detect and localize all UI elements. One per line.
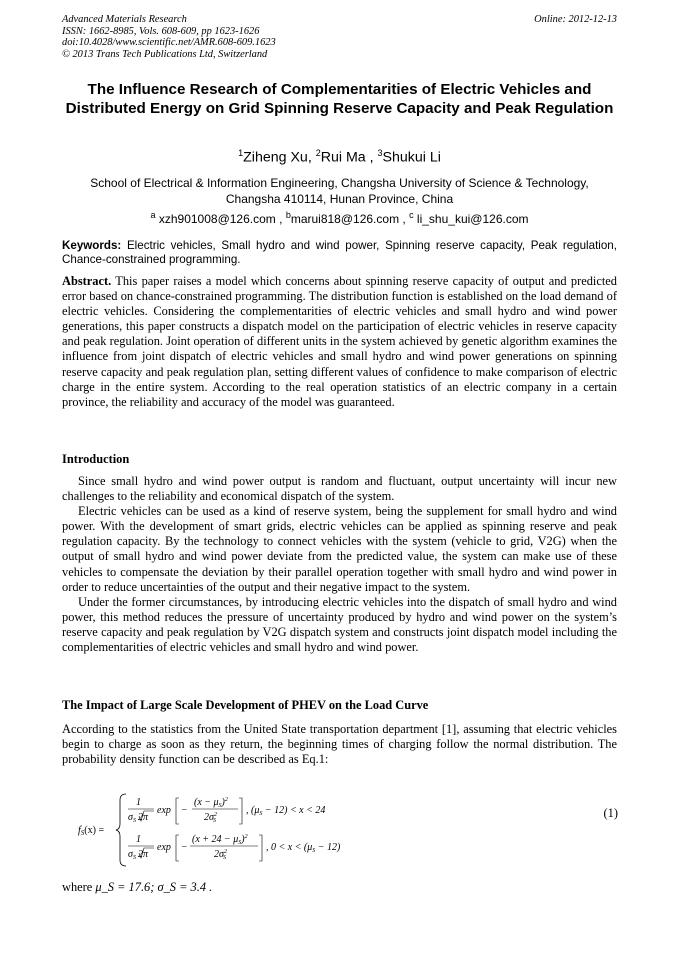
eq-left-brace: [116, 794, 126, 866]
author-name: Ziheng Xu: [243, 149, 308, 166]
email-address: marui818@126.com: [290, 212, 400, 226]
eq-bracket-left: [176, 835, 179, 861]
affiliation-line: School of Electrical & Information Engineering, Changsha University of Science & Technology,: [90, 176, 589, 190]
copyright: © 2013 Trans Tech Publications Ltd, Switzerland: [62, 48, 268, 60]
equation-parameters: [62, 880, 212, 895]
where-label: where: [62, 880, 93, 894]
author-sup: 3: [377, 148, 383, 158]
equation-number: (1): [603, 806, 618, 820]
author-sup: 2: [315, 148, 321, 158]
doi: doi:10.4028/www.scientific.net/AMR.608-609.1623: [62, 37, 276, 49]
eq-bracket-right: [239, 798, 242, 824]
where-values: μ_S = 17.6; σ_S = 3.4 .: [95, 880, 213, 894]
online-date: Online: 2012-12-13: [534, 14, 617, 25]
equation-1: [78, 790, 618, 870]
email-sup: a: [150, 210, 156, 220]
intro-body: [62, 474, 617, 655]
journal-header: [62, 14, 617, 60]
email-sup: b: [285, 210, 291, 220]
author-sup: 1: [238, 148, 244, 158]
affiliation: [62, 176, 617, 207]
section-heading-phev: The Impact of Large Scale Development of PHEV on the Load Curve: [62, 698, 429, 712]
eq-one: 1: [136, 834, 141, 845]
issn: ISSN: 1662-8985, Vols. 608-609, pp 1623-1626: [62, 25, 260, 37]
abstract: [62, 274, 617, 410]
eq-numerator: $(x + 24 - \mu_S)^2$: [192, 834, 248, 846]
paragraph: Since small hydro and wind power output is random and fluctuant, output uncertainty will incur new challenges to the reliability and economical dispatch of the system.: [62, 474, 617, 504]
eq-one: 1: [136, 797, 141, 808]
keywords: [62, 239, 617, 268]
eq-denominator: $2\sigma^2$ S: [204, 812, 217, 824]
eq-denominator: $2\sigma^2$ S: [214, 849, 227, 861]
keywords-label: Keywords:: [62, 239, 122, 252]
author-name: Shukui Li: [382, 149, 441, 166]
equation-graphic: [78, 790, 538, 870]
paragraph: Under the former circumstances, by introducing electric vehicles into the dispatch of small hydro and wind power, this method reduces the pressure of uncertainty produced by hydro and wind power on the system’s reserve capacity and peak regulation by V2G dispatch system and constructs joint dispatch model including the complementarities of electric vehicles and small hydro and wind power.: [62, 594, 617, 655]
email-sup: c: [409, 210, 414, 220]
eq-denominator: $\sigma_S$ 2π: [128, 849, 148, 861]
author-list: $^1$Ziheng Xu, $^2$Rui Ma , $^3$Shukui Li: [238, 148, 441, 166]
eq-minus: −: [181, 805, 188, 816]
eq-exp: exp: [157, 842, 171, 853]
email-list: $^a$ xzh901008@126.com , $^b$marui818@126.com , $^c$ li_shu_kui@126.com: [150, 210, 529, 226]
email-address: li_shu_kui@126.com: [416, 212, 529, 226]
author-name: Rui Ma: [320, 149, 366, 166]
abstract-text: This paper raises a model which concerns about spinning reserve capacity of output and predicted error based on chance-constrained programming. The distribution function is established on the load demand of electric vehicles. Considering the complementarities of electric vehicles and small hydro and wind power generations, this paper constructs a dispatch model on the participation of electric vehicles in reserve capacity and peak regulation. Joint operation of different units in the system achieved by genetic algorithm examines the influence from joint dispatch of electric vehicles and small hydro and wind power generations on spinning reserve capacity and peak regulation plan, setting different values of confidence to make comparison of electric charge in the entire system. According to the real operation statistics of an electric company in a certain province, the reliability and accuracy of the model was guaranteed.: [62, 274, 617, 409]
eq-exp: exp: [157, 805, 171, 816]
email-address: xzh901008@126.com: [158, 212, 276, 226]
eq-minus: −: [181, 842, 188, 853]
paragraph: Electric vehicles can be used as a kind of reserve system, being the supplement for small hydro and wind power. With the development of smart grids, electric vehicles can be applied as spinning reserve and peak regulation capacity. By the technology to connect vehicles with the system (vehicle to grid, V2G) when the output of small hydro and wind power deviate from the predicted value, the system can make use of these vehicles to compensate the deviation by their parallel operation together with small hydro and wind power in order to reduce uncertainties of the output and their negative impact to the system.: [62, 504, 617, 594]
eq-bracket-left: [176, 798, 179, 824]
section-heading-introduction: Introduction: [62, 452, 130, 466]
affiliation-line: Changsha 410114, Hunan Province, China: [225, 191, 454, 206]
journal-name: Advanced Materials Research: [62, 14, 187, 25]
paper-title: The Influence Research of Complementarities of Electric Vehicles and Distributed Energy on Grid Spinning Reserve Capacity and Peak Regulation: [65, 81, 614, 117]
eq-bracket-right: [259, 835, 262, 861]
eq-condition: , $(\mu_S - 12) < x < 24$: [246, 805, 326, 817]
eq-numerator: $(x - \mu_S)^2$: [194, 797, 228, 809]
eq-lhs: $f_S(x)$ =: [78, 825, 105, 837]
paragraph: According to the statistics from the United State transportation department [1], assuming that electric vehicles begin to charge as soon as they return, the beginning times of charging follow the normal distribution. The probability density function can be described as Eq.1:: [62, 722, 617, 767]
eq-condition: , $0 < x < (\mu_S - 12)$: [266, 842, 341, 854]
keywords-text: Electric vehicles, Small hydro and wind power, Spinning reserve capacity, Peak regulation, Chance-constrained programming.: [62, 239, 617, 267]
eq-denominator: $\sigma_S$ 2π: [128, 812, 148, 824]
abstract-label: Abstract.: [62, 274, 112, 288]
